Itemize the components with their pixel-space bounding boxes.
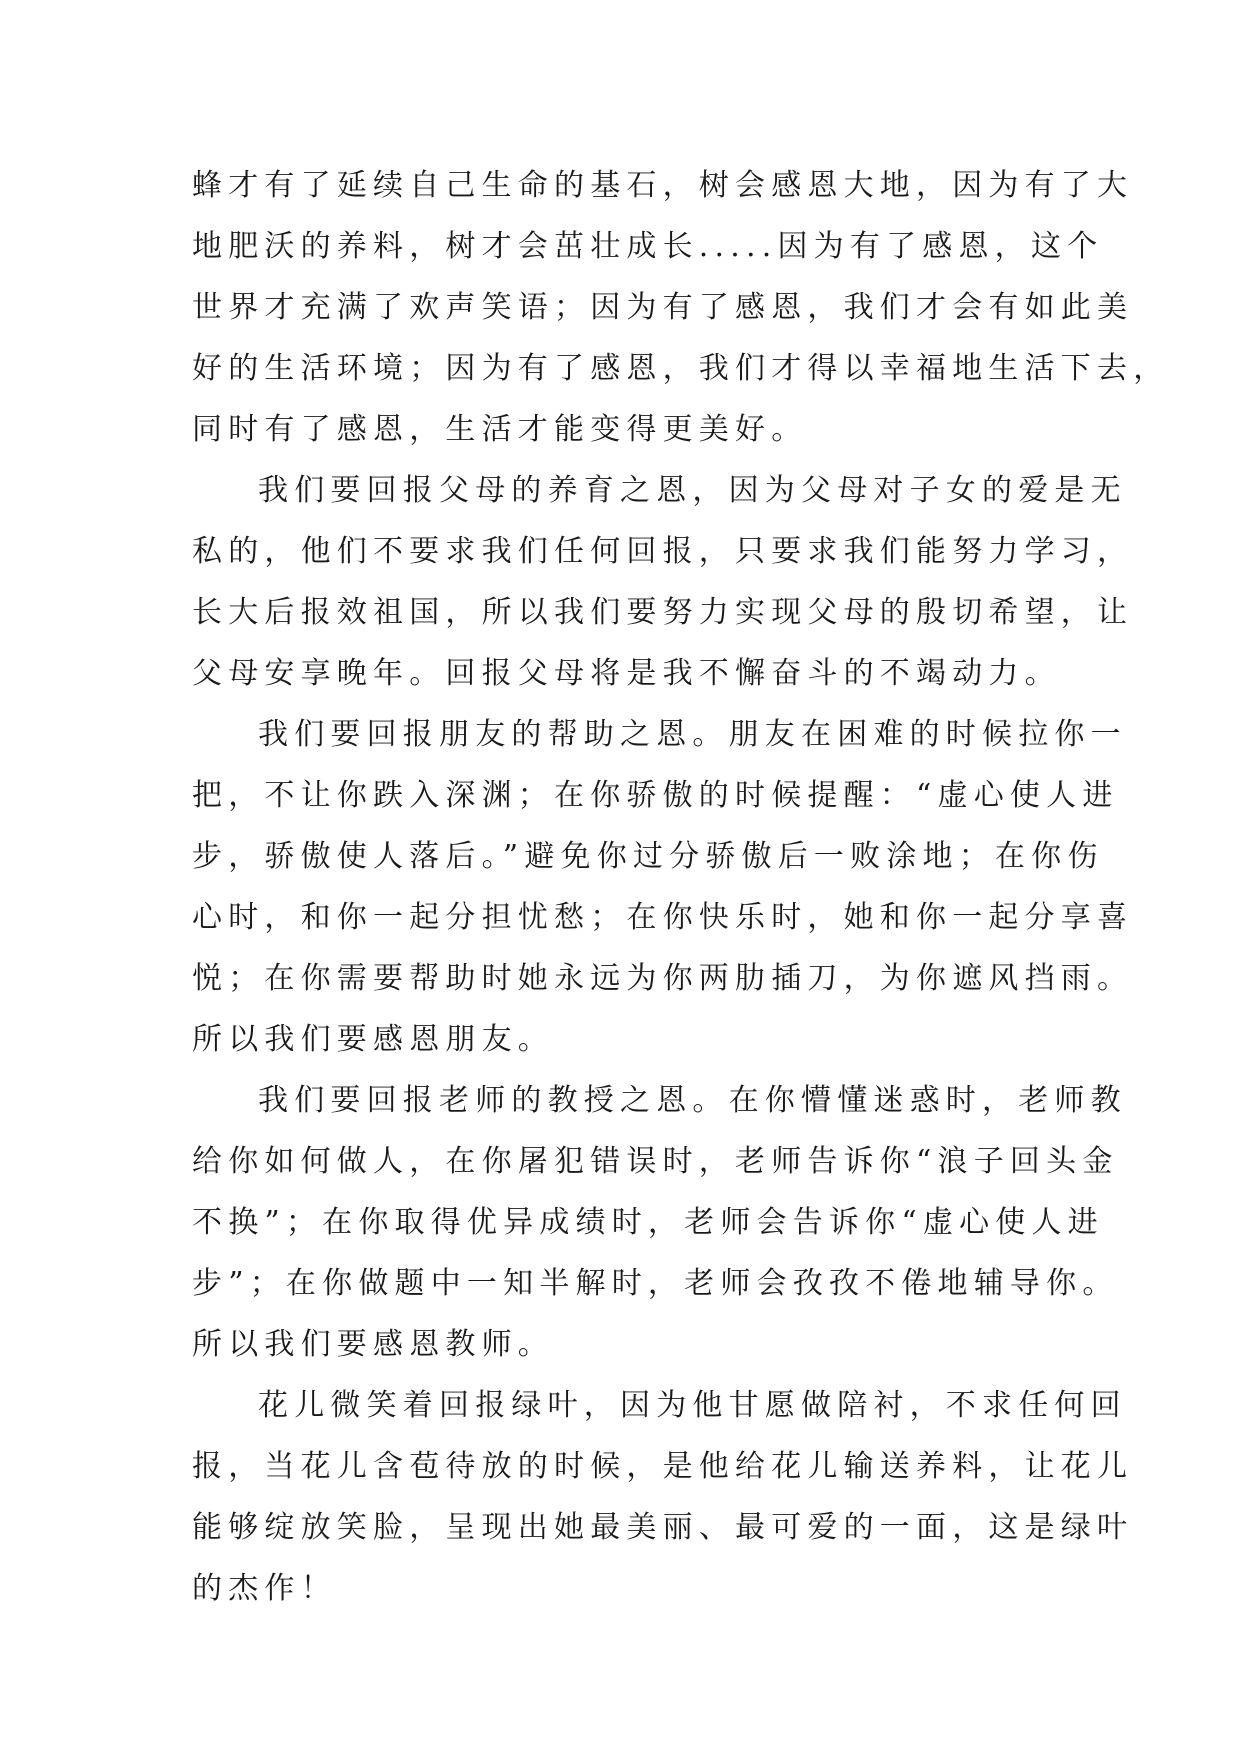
paragraph-5 (192, 1375, 1134, 1619)
text-line: 私的，他们不要求我们任何回报，只要求我们能努力学习， (192, 534, 1134, 569)
text-line: 父母安享晚年。回报父母将是我不懈奋斗的不竭动力。 (192, 656, 1061, 691)
text-line: 我们要回报老师的教授之恩。在你懵懂迷惑时，老师教 (258, 1083, 1127, 1118)
text-line: 能够绽放笑脸，呈现出她最美丽、最可爱的一面，这是绿叶 (192, 1510, 1134, 1545)
text-line: 地肥沃的养料，树才会茁壮成长.....因为有了感恩，这个 (192, 229, 1104, 264)
text-line: 步”；在你做题中一知半解时，老师会孜孜不倦地辅导你。 (192, 1266, 1119, 1301)
text-line: 蜂才有了延续自己生命的基石，树会感恩大地，因为有了大 (192, 168, 1134, 203)
text-line: 花儿微笑着回报绿叶，因为他甘愿做陪衬，不求任何回 (258, 1388, 1127, 1423)
text-line: 我们要回报父母的养育之恩，因为父母对子女的爱是无 (258, 473, 1127, 508)
text-line: 长大后报效祖国，所以我们要努力实现父母的殷切希望，让 (192, 595, 1134, 630)
text-line: 我们要回报朋友的帮助之恩。朋友在困难的时候拉你一 (258, 717, 1127, 752)
text-line: 世界才充满了欢声笑语；因为有了感恩，我们才会有如此美 (192, 290, 1134, 325)
text-line: 所以我们要感恩教师。 (192, 1327, 554, 1362)
text-line: 报，当花儿含苞待放的时候，是他给花儿输送养料，让花儿 (192, 1449, 1134, 1484)
document-body (192, 155, 1170, 1619)
text-line: 同时有了感恩，生活才能变得更美好。 (192, 412, 808, 447)
text-line: 把，不让你跌入深渊；在你骄傲的时候提醒：“虚心使人进 (192, 778, 1119, 813)
text-line: 悦；在你需要帮助时她永远为你两肋插刀，为你遮风挡雨。 (192, 961, 1134, 996)
text-line: 心时，和你一起分担忧愁；在你快乐时，她和你一起分享喜 (192, 900, 1134, 935)
text-line: 好的生活环境；因为有了感恩，我们才得以幸福地生活下去， (192, 351, 1170, 386)
paragraph-2 (192, 460, 1134, 704)
text-line: 步，骄傲使人落后。”避免你过分骄傲后一败涂地；在你伤 (192, 839, 1104, 874)
text-line: 的杰作！ (192, 1571, 337, 1606)
paragraph-1 (192, 155, 1170, 460)
text-line: 所以我们要感恩朋友。 (192, 1022, 554, 1057)
paragraph-4 (192, 1070, 1127, 1375)
text-line: 给你如何做人，在你屠犯错误时，老师告诉你“浪子回头金 (192, 1144, 1119, 1179)
text-line: 不换”；在你取得优异成绩时，老师会告诉你“虚心使人进 (192, 1205, 1104, 1240)
paragraph-3 (192, 704, 1134, 1070)
